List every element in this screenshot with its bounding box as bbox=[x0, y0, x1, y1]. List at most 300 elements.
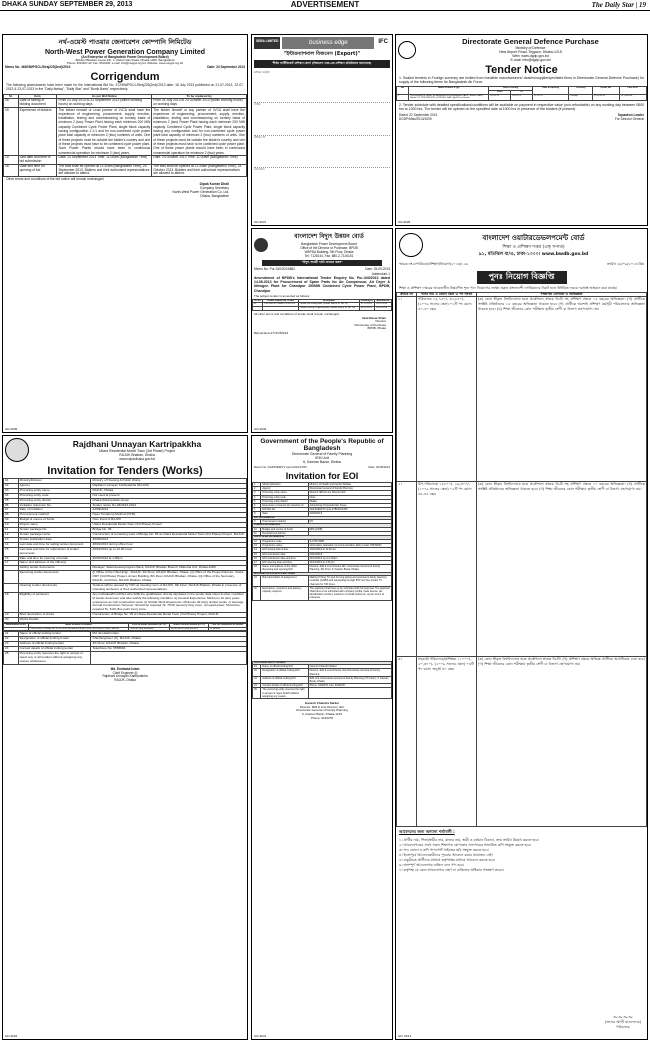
cell: 09 bbox=[4, 107, 19, 155]
signer-city: Dhaka, Bangladesh bbox=[200, 194, 229, 199]
gob-dept: Directorate General of Family Planning bbox=[291, 452, 353, 456]
col: Identification of lot bbox=[4, 624, 29, 628]
cell: Works Details bbox=[18, 618, 91, 623]
table-row bbox=[4, 107, 247, 155]
bwdb-intro: শিক্ষা ও প্রশিক্ষণ দপ্তরের আওতাধীন নিম্নবর্ণিত শূন্য পদে নিয়োগের লক্ষ্যে প্রকৃত বাংলাদেশী নাগরিকদের নিকট হতে নির্ধারিত ফরমে দরখাস্ত আহবান করা যাচ্ছে। bbox=[399, 286, 618, 290]
bpdb-footer: All other terms and conditions of tender shall remain unchanged. bbox=[254, 311, 340, 316]
cell: Not used at present bbox=[91, 493, 247, 498]
ifc-logo: IFC bbox=[378, 39, 388, 45]
cell: 2 bbox=[253, 487, 261, 491]
gob-table bbox=[252, 482, 392, 601]
col: শিক্ষাগত যোগ্যতা ও অভিজ্ঞতা bbox=[477, 293, 647, 297]
cell: 01 bbox=[4, 479, 19, 484]
term-item: ৪। ইতোপূর্বে আবেদনকারীদের পুনরায় আবেদন করার প্রয়োজন নেই। bbox=[399, 853, 493, 857]
cell: 22 bbox=[253, 669, 261, 676]
gob-address: 6, Kawran Bazar, Dhaka bbox=[303, 460, 341, 464]
rajuk-sub1: Uttara Residential Model Town (3rd Phase) Project bbox=[98, 449, 176, 453]
cell: Date and time for opening of tender bbox=[18, 556, 91, 561]
signer-title: Chief Engineer (i) bbox=[112, 670, 138, 675]
cell: Rajdhani Unnayan Kartripakkha (RAJUK) bbox=[91, 483, 247, 488]
cell: 29/10/2013 up to 12.00 noon. bbox=[91, 547, 247, 556]
cell: Dhaka bbox=[308, 499, 391, 503]
nwpgcl-signature bbox=[3, 182, 247, 198]
nwpgcl-subtitle: (An Enterprise of Bangladesh Power Development Board) bbox=[81, 55, 169, 59]
cell: Opening tender documents bbox=[18, 583, 91, 592]
nwpgcl-table bbox=[3, 94, 247, 177]
cell: 19 bbox=[253, 576, 261, 587]
cell: Programme name bbox=[261, 544, 308, 548]
gob-date: Date: 20/09/2013 bbox=[368, 465, 390, 469]
cell: The bidder himself or any partner of JVCA shall have the experience of engineering, procurement, supply, erection, installation, testing and commissioning on turnkey basis of minimum 2 (two) Power Plant having each minimum 200 MW capacity Combined Cycle Power Plant, single block capacity having any configuration and for non-combined cycle power plant total capacity of minimum 2 (two) numbers of units. One of these projects must be outside the bidder's country and one of these projects must have to be combined cycle power plant. One of these power plants should have been in continuous commercial operation for minimum 2 (two) years. bbox=[153, 107, 245, 155]
export-line: প্রশিক্ষণ ফি bbox=[254, 135, 266, 139]
bpdb-office: Office of the Director of Purchase, BPDB bbox=[300, 246, 358, 250]
cell: 06 bbox=[4, 98, 19, 107]
col-item: Item bbox=[18, 95, 57, 99]
cell: Receiving tender documents bbox=[18, 571, 91, 584]
signer-title: Company Secretary bbox=[199, 186, 229, 191]
gob-spacer bbox=[252, 601, 392, 661]
dgdp-email: E-mail: info@dgdp.gov.bd bbox=[510, 58, 551, 62]
cell bbox=[91, 618, 247, 623]
gob-memo: Memo No. DGFP/IEM/TV spot-2013/1/783 bbox=[254, 465, 307, 469]
col: Name of works & location bbox=[28, 624, 129, 628]
rajuk-table2 bbox=[3, 631, 247, 664]
cell: Manager, Sales/Lease/program Bank, RAJUK Bhaban Branch, Dilkusha C/A, Dhaka-1000. bbox=[91, 566, 247, 571]
cell: Last date and time for submission of tender documents bbox=[18, 547, 91, 556]
table-row bbox=[4, 164, 247, 177]
cell: Budget & source of funds bbox=[18, 518, 91, 523]
rajuk-table bbox=[3, 478, 247, 623]
signer-org2: BPDB, Dhaka bbox=[367, 326, 386, 331]
export-ad bbox=[251, 34, 393, 226]
gob-title: Government of the People's Republic of Bangladesh bbox=[260, 438, 384, 452]
rajuk-gd: GD-3694 bbox=[5, 1034, 18, 1038]
table-row bbox=[253, 303, 392, 307]
nwpgcl-memo: Memo No. 463/NWPGCL/Siraj225(2nd)/2013 bbox=[5, 65, 71, 70]
cell: 14 bbox=[4, 542, 19, 547]
cell: 28/10/2013 during office hour. bbox=[91, 542, 247, 547]
table-row bbox=[4, 613, 247, 618]
cell: (ক) কোন স্বীকৃত বিশ্ববিদ্যালয় হতে প্রকৌশলে স্নাতক ডিগ্রী সহ প্রশিক্ষণ ক্ষেত্রে ১০ বছরের অভিজ্ঞতা। (খ) প্রার্থীকে সংশ্লিষ্ট প্রতিষ্ঠানের অভিজ্ঞতা থাকতে হবে। (গ) শিক্ষা জীবনের কোন পরীক্ষায় তৃতীয় শ্রেণী বা বিভাগ গ্রহণযোগ্য নয়। bbox=[477, 482, 647, 657]
cell: উপ-পরিচালক ১৮৮০০/- ২৯,৩০০/- (২০০৯ সালের স্কেল) ০২টি পদ বয়স: ৩৫-৪৫ বছর bbox=[417, 482, 477, 657]
nwpgcl-footer: Other terms and conditions of the bid notice will remain unchanged. bbox=[6, 177, 105, 182]
cell: Making 5 (five) TV spot for long acting and permanent family planning methods (LAPM) and telecasting through BTV and five private TV channels for 730 times. bbox=[308, 576, 391, 587]
nwpgcl-phone: Phone: 9513427-29, Fax: 9513430, e-mail: info@nwpgcl.org.bd, Website: www.nwpgcl.org.bd bbox=[67, 61, 183, 66]
cell: Experience of bidders bbox=[18, 107, 57, 155]
cell: Procurement of spares for Automated Fuel Equipment (ATE), Brand: DANY, Model: ST 2256 S30 (PK) of 595 MU, SAF, Qty-62 Line Items bbox=[409, 94, 489, 100]
cell: 12 bbox=[4, 532, 19, 537]
signer-title: Director bbox=[375, 319, 386, 324]
cell: EOI opening date and time bbox=[261, 561, 308, 565]
dgdp-signer2: For Director General bbox=[614, 117, 644, 122]
export-fill bbox=[254, 107, 390, 136]
cell: 21 bbox=[253, 665, 261, 669]
cell: Procuring entity name bbox=[261, 491, 308, 495]
cell: 09 bbox=[4, 518, 19, 523]
term-item: ৭। কর্তৃপক্ষ যে কোন আবেদনপত্র গ্রহণ বা বাতিলের অধিকার সংরক্ষণ করেন। bbox=[399, 868, 504, 872]
cell: (ক) কোন স্বীকৃত বিশ্ববিদ্যালয় হতে প্রকৌশলে স্নাতক ডিগ্রী সহ প্রশিক্ষণ ক্ষেত্রে ১৫ বছরের অভিজ্ঞতা। (খ) প্রার্থীকে সংশ্লিষ্ট প্রতিষ্ঠানের ১৫ বছরের অভিজ্ঞতা থাকতে হবে। (গ) প্রার্থীকে অবশ্যই প্রশিক্ষণ কর্মসূচী পরিচালনার অভিজ্ঞতা থাকতে হবে। (ঘ) শিক্ষা জীবনের কোন পরীক্ষায় তৃতীয় শ্রেণী বা বিভাগ গ্রহণযোগ্য নয়। bbox=[477, 297, 647, 482]
dgdp-header bbox=[396, 35, 647, 64]
cell: The bids shall be opened at 11:30am (Bangladesh Time), 24 September 2013. Bidders and their authorised representatives are allowed to attend. bbox=[57, 164, 152, 177]
cell: 08.10.2013 bbox=[359, 307, 374, 311]
cell: EOI submission date and time bbox=[261, 556, 308, 560]
bwdb-terms-heading: আবেদনের জন্য অন্যান্য শর্তাবলী : bbox=[399, 829, 455, 834]
cell: Ganesh Chandra Sarker bbox=[308, 665, 391, 669]
cell: পরিচালক ২৫,৭৫০/- ৩২,৮৫০/- (২০০৯ সালের স্কেল) ০১টি পদ বয়স: ৪০-৫০ বছর bbox=[417, 297, 477, 482]
bwdb-address: ৯১, মতিঝিল বা/এ, ঢাকা-১০০০। www.bwdb.gov.bd bbox=[478, 252, 589, 257]
cell bbox=[253, 307, 263, 311]
cell: 19 bbox=[4, 613, 19, 618]
bpdb-memo: Memo No. Pur-340/2013/862 bbox=[254, 267, 296, 271]
cell: 15 bbox=[4, 547, 19, 556]
cell: Tender package No. bbox=[18, 528, 91, 533]
cell: 18 bbox=[4, 592, 19, 613]
cell: EOI submission date bbox=[261, 552, 308, 556]
cell: 04 bbox=[4, 493, 19, 498]
signer-org2: 6, Kawran Bazar, Dhaka-1215 bbox=[301, 712, 343, 717]
col-bid-notice: As per Bid Notice bbox=[57, 95, 152, 99]
cell: Foreign bbox=[569, 94, 593, 100]
signer-name: Abul Basar Khan bbox=[361, 315, 386, 320]
bpdb-gd: GD-3649 bbox=[254, 427, 267, 431]
cell: FO bbox=[308, 520, 391, 524]
cell: Construction of Bridge No. 05 at Uttara Residential Model Town (3rd Phase) Project, RAJUK. bbox=[91, 613, 247, 618]
cell: Date bbox=[261, 512, 308, 516]
cell: Pur-340/2013 dated 14.08.2013 bbox=[263, 303, 299, 307]
cell: Advertising firm/production house bbox=[308, 504, 391, 508]
signer-org: Directorate General of Family Planning bbox=[296, 708, 348, 713]
table-row bbox=[4, 571, 247, 584]
export-fill bbox=[254, 74, 390, 103]
bpdb-slogan: "বিদ্যুৎ সাশ্রয়ী বাতি ব্যবহার করুন" bbox=[262, 260, 382, 266]
export-line: প্রশিক্ষণ কর্মসূচি bbox=[254, 71, 270, 74]
cell: 03 bbox=[4, 488, 19, 493]
gob-table2 bbox=[252, 661, 392, 699]
gob-signature bbox=[252, 702, 392, 721]
dgdp-signer: Squadron Leader bbox=[617, 113, 644, 118]
bpdb-title: Bangladesh Power Development Board bbox=[301, 242, 357, 246]
export-gd: GD-3631 bbox=[254, 220, 267, 224]
cell: Directorate General of Family Planning bbox=[308, 487, 391, 491]
bpdb-logo-icon bbox=[254, 238, 268, 252]
dgdp-heading: Tender Notice bbox=[485, 64, 558, 76]
cell: 24 bbox=[253, 684, 261, 688]
section-cell: FUNDING INFORMATION bbox=[253, 524, 392, 528]
cell: 10-10-13 bbox=[489, 94, 511, 100]
dgdp-table bbox=[396, 86, 647, 100]
section-cell: KEY INFORMATION bbox=[253, 516, 392, 520]
cell: Programme code bbox=[261, 540, 308, 544]
cell bbox=[263, 307, 299, 311]
cell: Tenders will be opened by TOC at meeting room of RAJUK, 9th Floor, RAJUK Bhaban, Dhaka in presence of intending tenderers or their authorized representatives. bbox=[91, 583, 247, 592]
cell: Name and address of the office(s) bbox=[18, 561, 91, 566]
cell: Ministry of Housing & Public Works bbox=[91, 479, 247, 484]
cell: Agency bbox=[18, 483, 91, 488]
cell: 7 bbox=[253, 508, 261, 512]
cell: Contact details of official inviting tender bbox=[18, 647, 91, 652]
export-logos bbox=[252, 35, 392, 51]
section-cell: PARTICULAR INFORMATION bbox=[253, 536, 392, 540]
dgdp-intro: 1. Sealed tenders in Foreign currency are invited from bonafide manufacturers/ dealers/suppliers(enlisted firms in Directorate General Defence Purchase) for supply of the following items for Bangladesh Air Force. bbox=[399, 76, 644, 85]
cell: Procuring entity reserves the right to accept or reject any or all tenders without assigning any reason whatsoever. bbox=[18, 651, 91, 664]
cell: ৩। bbox=[397, 657, 417, 827]
cell: Director IEM & Line Director IEC bbox=[308, 491, 391, 495]
cell: 20 bbox=[4, 618, 19, 623]
cell: 20/09/2013 bbox=[308, 512, 391, 516]
table-row bbox=[253, 669, 392, 676]
cell: 5 bbox=[253, 499, 261, 503]
col: Tender security amount (in Tk.) bbox=[170, 624, 209, 628]
signer-org: Rajdhani Unnayan Kartripakkha bbox=[102, 674, 148, 679]
cell: RPA (GOB) bbox=[308, 528, 391, 532]
cell: 9 bbox=[253, 520, 261, 524]
bwdb-header bbox=[396, 229, 647, 261]
cell: ২। bbox=[397, 482, 417, 657]
nwpgcl-bn-title: নর্থ-ওয়েস্ট পাওয়ার জেনারেশন কোম্পানি লিমিটেড bbox=[58, 38, 192, 46]
bwdb-date: তারিখ ২৪/০৯/২০১৩ খ্রিঃ bbox=[606, 262, 644, 266]
cell: Selling tender documents bbox=[18, 566, 91, 571]
cell: 08 bbox=[4, 513, 19, 518]
header-date: DHAKA SUNDAY SEPTEMBER 29, 2013 bbox=[2, 1, 133, 8]
cell: 05 bbox=[4, 498, 19, 503]
cell: 21-11-13 bbox=[532, 94, 569, 100]
col: Tender No. bbox=[593, 87, 620, 94]
cell: The applicant shall have to be submitted with full proposal. The applicant shall have to be submitted with company profile, trade license, tax identification number, evidence of similar works etc. as per terms of reference. bbox=[309, 586, 390, 600]
bpdb-phone: Tel: 7126144, Fax: 880-2-7126151 bbox=[304, 254, 354, 258]
cell: 4th Floor, RAJUK Bhaban, Dhaka. bbox=[91, 642, 247, 647]
col: Date of selling bbox=[489, 87, 533, 91]
cell: 6 bbox=[253, 504, 261, 508]
cell: (i) Office of the Chief Engr., RAJUK, 4th Floor, RAJUK Bhaban, Dhaka. (ii) Office of the Project Director, Uttara RMT (3rd Phase) Project, Annex Building, 8th Floor, RAJUK Bhaban, Dhaka. (iii) Office of the Secretary, RAJUK, 2nd Floor, RAJUK Bhaban, Dhaka. bbox=[91, 571, 247, 584]
cell: 07.10.2013 bbox=[359, 303, 374, 307]
nwpgcl-address: Bidduyt Bhaban (Level-16), 1, Abdul Gani Road, Dhaka-1000, Bangladesh bbox=[75, 58, 175, 63]
table-row bbox=[4, 618, 247, 623]
cell: 17 bbox=[253, 561, 261, 565]
signer-city: RAJUK, Dhaka bbox=[114, 678, 136, 683]
cell: Ministry of Health and Family Welfare bbox=[308, 483, 391, 487]
bpdb-bn-title: বাংলাদেশ বিদ্যুৎ উন্নয়ন বোর্ড bbox=[294, 233, 364, 240]
cell: Procuring entity code bbox=[18, 493, 91, 498]
cell: 3 bbox=[253, 491, 261, 495]
cell: DGFP/IEM/TV spot-2TB/2013/783 bbox=[308, 508, 391, 512]
export-body bbox=[252, 69, 392, 174]
col: Amended as bbox=[376, 299, 390, 302]
rajuk-title: Rajdhani Unnayan Kartripakkha bbox=[72, 439, 202, 449]
cell: 10/10/2013 at 11:00 am bbox=[308, 548, 391, 552]
cell: Tender closing & opening date (Tender Notice Sl. No. 14) bbox=[298, 307, 359, 311]
dgdp-footer bbox=[396, 111, 647, 123]
bpdb-signature bbox=[252, 317, 392, 331]
gob-unit: IEM Unit bbox=[315, 456, 329, 460]
col: Price of tender document (in Tk.) bbox=[129, 624, 170, 628]
cell: 07 bbox=[4, 508, 19, 513]
cell: 30/09/2013 bbox=[91, 537, 247, 542]
signer-name: Md. Emdadul Islam bbox=[110, 666, 140, 671]
bpdb-ref: Bidyut/Jana-3774/25/9/13 bbox=[254, 330, 289, 335]
nwpgcl-gd: GD-3609 bbox=[5, 427, 18, 431]
col: Ser bbox=[397, 87, 409, 94]
gob-gd: GD-3644 bbox=[254, 1034, 267, 1038]
cell: Procurement method bbox=[261, 520, 308, 524]
cell: 22 bbox=[4, 637, 19, 642]
export-subtitle: শীর্ষক সার্টিফিকেট প্রশিক্ষণ কোর্স (বিজনেস এজ-এর প্রশিক্ষণ মডিউলের আলোকে) bbox=[254, 60, 390, 68]
table-row bbox=[4, 155, 247, 164]
cell: Date of invitation bbox=[18, 508, 91, 513]
cell bbox=[4, 571, 19, 584]
bwdb-ad bbox=[395, 228, 648, 1040]
cell: S-2701-5085 bbox=[308, 540, 391, 544]
bpdb-table bbox=[252, 299, 392, 311]
bwdb-table bbox=[396, 292, 647, 827]
cell: 20-11-13 bbox=[511, 94, 533, 100]
cell: সহকারী পরিচালক/প্রশিক্ষক ১১০০০/- ২০,৩৭০/- (২০০৯ সালের স্কেল) ০৩টি পদ বয়স: অনূর্ধ্ব ৩০ বছর bbox=[417, 657, 477, 827]
cell: Phone: 9146278, Fax: 9146278 bbox=[308, 684, 391, 688]
cell: Director, IEM & Line Director IEC, Directorate General of Family Planning, 6th Floor, 6, Kawran Bazar, Dhaka. bbox=[308, 565, 391, 572]
section-cell: PROCURING ENTITY DETAILS bbox=[253, 661, 392, 665]
cell: 18 bbox=[253, 565, 261, 572]
cell: Procuring entity code bbox=[261, 495, 308, 499]
term-item: ৫। চাকুরীরত প্রার্থীদের যথাযথ কর্তৃপক্ষের মাধ্যমে আবেদন করতে হবে। bbox=[399, 858, 496, 862]
gob-heading: Invitation for EOI bbox=[285, 471, 359, 481]
rajuk-web: www.rajukdhaka.gov.bd bbox=[119, 457, 155, 461]
signer-org: Directorate of Purchase bbox=[354, 322, 386, 327]
cell: Designation of official inviting tender bbox=[18, 637, 91, 642]
cell: Tender publication date bbox=[18, 537, 91, 542]
bwdb-gd: GD-3612 bbox=[398, 1034, 412, 1038]
cell: 21/10/2013 at 1:30 pm bbox=[308, 561, 391, 565]
col-replace: To be replaced by bbox=[152, 95, 247, 99]
cell: Dhaka (Metropolitan Area) bbox=[91, 498, 247, 503]
term-item: ২। আবেদনপত্রের সাথে সকল শিক্ষাগত যোগ্যতার সনদপত্রের সত্যায়িত কপি সংযুক্ত করতে হবে। bbox=[399, 843, 532, 847]
cell: Ministry/Division bbox=[261, 483, 308, 487]
signer-name: (জাফর আলী হাওলাদার) bbox=[604, 1020, 641, 1024]
cell: (ক) কোন স্বীকৃত বিশ্ববিদ্যালয় হতে প্রকৌশলে স্নাতক ডিগ্রী। (খ) প্রশিক্ষণ ক্ষেত্রে অভিজ্ঞ প্রার্থীকে অগ্রাধিকার দেয়া হবে। (গ) শিক্ষা জীবনের কোন পরীক্ষায় তৃতীয় শ্রেণী বা বিভাগ গ্রহণযোগ্য নয়। bbox=[477, 657, 647, 827]
cell: Ministry/Division bbox=[18, 479, 91, 484]
cell: Procuring entity name bbox=[18, 488, 91, 493]
table-row bbox=[253, 586, 392, 600]
nwpgcl-intro: The following amendments have been made for the International Bid No. 372/NWPGCL/Siraj225(2nd)/2013 date: 18 July 2013 published on 21-07-2013, 22-07-2013 & 23-07-2013 in the "Daily Ittefaq", "Daily Star" and "Bonik Barta" respectively. bbox=[6, 83, 244, 92]
cell: 21/10/2013 up to 1:00pm bbox=[308, 556, 391, 560]
cell: Agency bbox=[261, 487, 308, 491]
cell: IEM Unit, Directorate General of Family Planning (7th Floor), 6, Kawran Bazar, Dhaka bbox=[308, 676, 391, 683]
cell: Construction of remaining work of Bridge No. 05 at Uttara Residential Model Town (3rd Phase) Project, RAJUK. bbox=[92, 531, 245, 536]
cell: 02 bbox=[4, 483, 19, 488]
col: Cost of DT bbox=[619, 87, 646, 94]
col: Time for completion in months bbox=[208, 624, 246, 628]
col: Date of opening bbox=[532, 87, 569, 94]
cell: 24 bbox=[4, 647, 19, 652]
bwdb-memo-line bbox=[396, 261, 647, 269]
cell: Md. Emdadul Islam bbox=[91, 632, 247, 637]
table-row bbox=[253, 576, 392, 587]
signer-phone: Phone: 9146278 bbox=[310, 715, 334, 720]
cell: Uttara Residential Model Town (3rd Phase) Project bbox=[91, 523, 247, 528]
cell: Address of official inviting tender bbox=[18, 642, 91, 647]
col: Existing as bbox=[361, 299, 373, 302]
cell: 21 bbox=[4, 632, 19, 637]
cell: 29/10/2013 at 1:00pm bbox=[91, 556, 247, 561]
cell: Construction of Bridge No. 05 at Uttara Residential Model Town (3rd Phase) Project, RAJUK bbox=[28, 627, 129, 631]
table-row bbox=[4, 98, 247, 107]
cell: RAJUK, Dhaka bbox=[91, 488, 247, 493]
signer-org: North-West Power Generation Co. Ltd. bbox=[172, 190, 229, 195]
col: To bbox=[511, 91, 533, 95]
cell: Last date and time for selling tender document bbox=[18, 542, 91, 547]
table-row bbox=[4, 651, 247, 664]
cell: Expression of interest for selection of bbox=[261, 504, 308, 508]
table-row bbox=[253, 544, 392, 548]
dgdp-gd: GD-3628 bbox=[398, 220, 411, 224]
cell: 06 bbox=[4, 503, 19, 508]
bwdb-logo-icon bbox=[399, 233, 423, 257]
cell: Own Fund of RAJUK bbox=[91, 518, 247, 523]
cell: Brief description of assignment bbox=[261, 576, 308, 587]
bwdb-memo: স্মারক নং-বাপাউবো/প্রশিক্ষণ/নিয়োগ/২০১৩/১২৬ bbox=[399, 262, 469, 266]
cell: 16 bbox=[4, 164, 19, 177]
cell: From 24 July 2013 to 23 October 2013 (within working hours) on working days bbox=[152, 98, 247, 107]
dgdp-ministry: Ministry of Defence bbox=[515, 46, 546, 50]
cell: Last date and time of bid submission bbox=[18, 155, 57, 164]
cell: 15 (fifteen) bbox=[208, 627, 246, 631]
table-row bbox=[397, 94, 647, 100]
nwpgcl-ad bbox=[2, 34, 248, 433]
cell: 11 bbox=[253, 532, 261, 536]
table-row bbox=[397, 297, 647, 482]
cell: 16 bbox=[253, 556, 261, 560]
table-row bbox=[397, 657, 647, 827]
table-row bbox=[253, 676, 392, 683]
page-header bbox=[0, 0, 650, 11]
cell: Contact details of official inviting EOI bbox=[261, 684, 308, 688]
nwpgcl-date: Date: 24 September 2013 bbox=[207, 65, 245, 70]
signer-name: Ganesh Chandra Sarker bbox=[304, 701, 340, 706]
cell: The bids shall be opened at 11:30am (Bangladesh Time), 24 October 2013. Bidders and their authorised representatives are allowed to attend. bbox=[152, 164, 247, 177]
col: ক্রমিক নং bbox=[397, 293, 417, 297]
export-title: "ইন্টারন্যাশনাল বিজনেস (Export)" bbox=[283, 51, 361, 57]
signer-name: Dipak Kumar Dhali bbox=[199, 182, 229, 187]
table-row bbox=[253, 688, 392, 699]
signer-title: Director, IEM & Line Director, IEC bbox=[299, 704, 345, 709]
cell: Open Tendering Method (OTM) bbox=[91, 513, 247, 518]
nwpgcl-memo-line bbox=[3, 65, 247, 70]
seba-logo: SEBA LIMITED bbox=[254, 37, 280, 49]
cell bbox=[91, 651, 247, 664]
rajuk-logo-icon bbox=[5, 438, 29, 462]
business-edge-logo: business edge bbox=[282, 37, 374, 49]
export-line: যোগাযোগ bbox=[254, 168, 265, 172]
cell: 13 bbox=[253, 544, 261, 548]
gob-ad bbox=[251, 435, 393, 1040]
cell: Date: 24 October 2013 Time: 11:00am (Bangladesh Time) bbox=[152, 155, 247, 164]
cell: ১। bbox=[397, 297, 417, 482]
rajuk-works-table bbox=[3, 623, 247, 631]
cell: Tender last selling date (Tender Notice Sl. No. 11) bbox=[298, 303, 359, 307]
cell: 11 bbox=[4, 528, 19, 533]
term-item: ৬। অসম্পূর্ণ আবেদনপত্র বাতিল বলে গণ্য হবে। bbox=[399, 863, 465, 867]
cell: 15 bbox=[4, 155, 19, 164]
table-row bbox=[397, 482, 647, 657]
gob-memo-line bbox=[252, 464, 392, 470]
cell: 20 bbox=[253, 586, 261, 600]
cell: Designation of official inviting EOI bbox=[261, 669, 308, 676]
table-row bbox=[4, 583, 247, 592]
dgdp-title: Directorate General Defence Purchase bbox=[462, 37, 599, 46]
cell: Date of selling of bidding document bbox=[18, 98, 57, 107]
dgdp-ad bbox=[395, 34, 648, 226]
rajuk-heading: Invitation for Tenders (Works) bbox=[47, 465, 203, 477]
dgdp-address: New Airport Road, Tejgaon, Dhaka-1215 bbox=[499, 50, 562, 54]
signature-mark: ~~~~ bbox=[612, 1013, 634, 1021]
